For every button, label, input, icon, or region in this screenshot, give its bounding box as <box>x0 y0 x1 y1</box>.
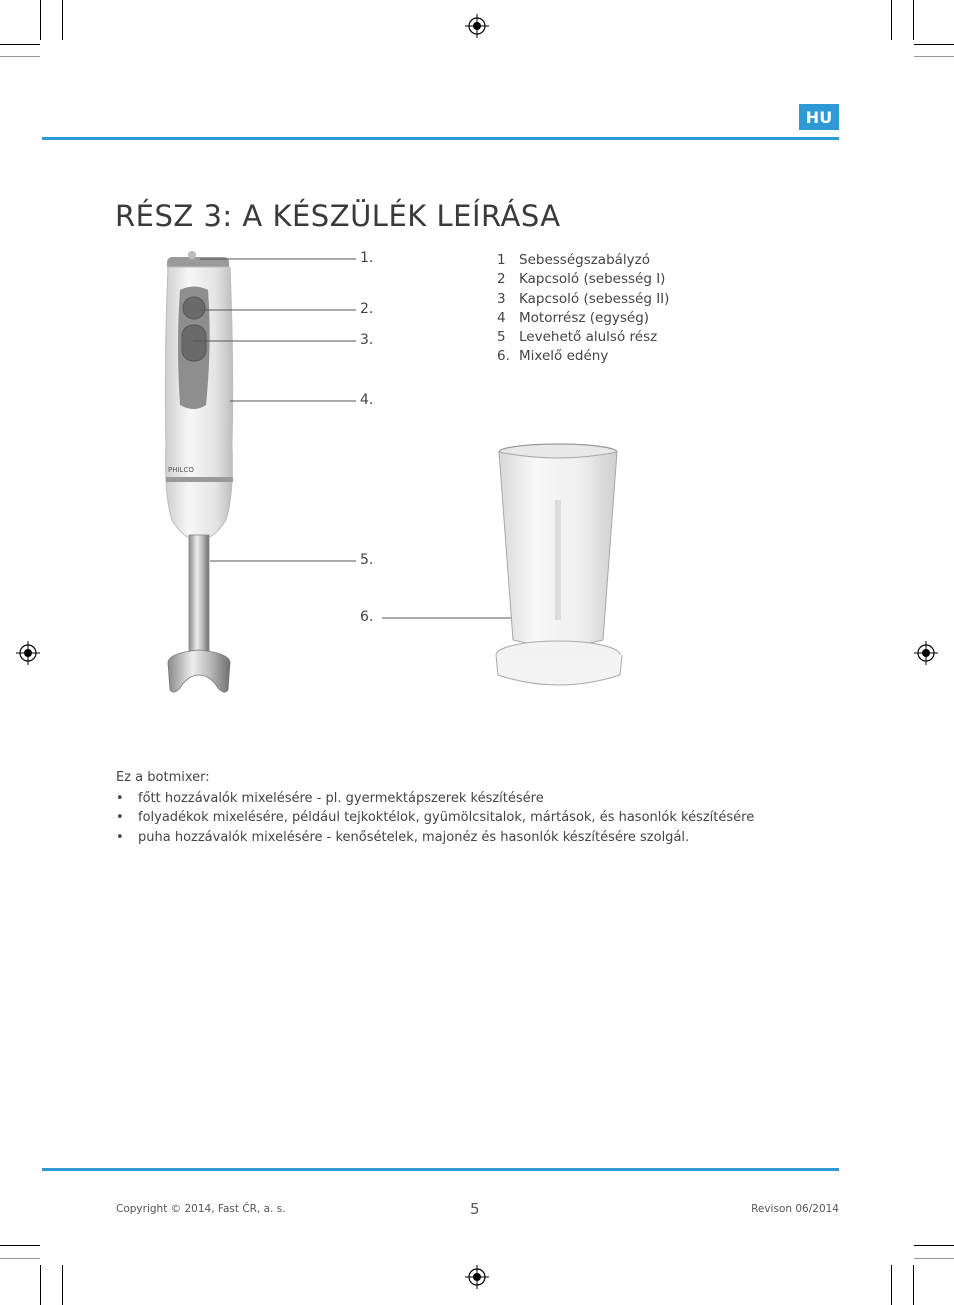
list-item: • puha hozzávalók mixelésére - kenősételek, majonéz és hasonlók készítésére szolgál. <box>116 829 690 845</box>
callout-1: 1. <box>360 250 374 266</box>
callout-3: 3. <box>360 332 374 348</box>
list-item: 2 Kapcsoló (sebesség I) <box>497 271 666 288</box>
list-item: • folyadékok mixelésére, például tejkoktélok, gyümölcsitalok, mártások, és hasonlók készítésére <box>116 810 755 826</box>
callout-5: 5. <box>360 552 374 568</box>
callout-2: 2. <box>360 301 374 317</box>
list-item: 3 Kapcsoló (sebesség II) <box>497 290 670 307</box>
callout-6: 6. <box>360 609 374 625</box>
revision: Revison 06/2014 <box>751 1203 839 1215</box>
registration-mark-icon <box>16 641 40 665</box>
hand-blender-illustration <box>150 245 270 715</box>
language-badge: HU <box>799 104 839 130</box>
list-item: 5 Levehető alulsó rész <box>497 329 658 346</box>
footer-rule <box>42 1168 839 1171</box>
intro-text: Ez a botmixer: <box>116 770 210 785</box>
list-item: 4 Motorrész (egység) <box>497 309 650 326</box>
list-item: • főtt hozzávalók mixelésére - pl. gyermektápszerek készítésére <box>116 791 544 806</box>
list-item: 1 Sebességszabályzó <box>497 252 651 268</box>
list-item: 6. Mixelő edény <box>497 348 609 365</box>
callout-4: 4. <box>360 392 374 408</box>
copyright: Copyright © 2014, Fast ČR, a. s. <box>116 1203 286 1215</box>
page-number: 5 <box>470 1200 480 1218</box>
registration-mark-icon <box>914 641 938 665</box>
mixing-beaker-illustration <box>495 440 630 700</box>
usage-bullets <box>116 789 754 847</box>
brand-logo: PHILCO <box>168 466 194 474</box>
registration-mark-icon <box>465 1265 489 1289</box>
parts-list <box>497 251 669 367</box>
page-title: RÉSZ 3: A KÉSZÜLÉK LEÍRÁSA <box>115 199 561 234</box>
registration-mark-icon <box>465 14 489 38</box>
header-rule <box>42 137 839 140</box>
